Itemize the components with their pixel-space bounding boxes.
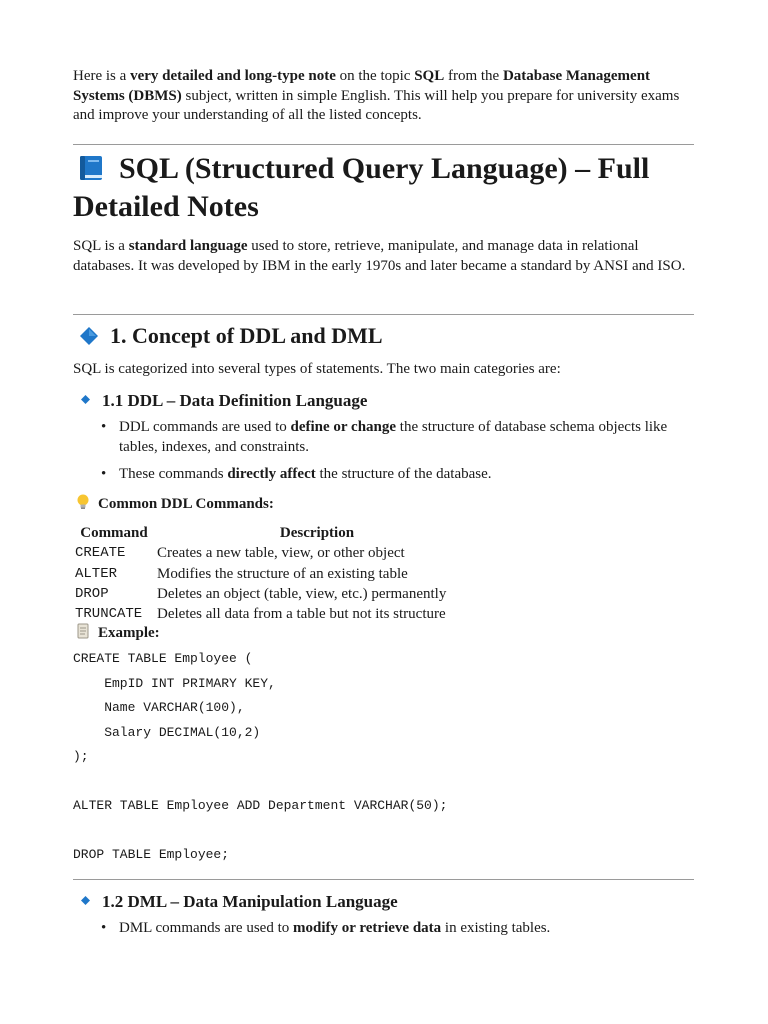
command-cell: CREATE	[75, 545, 126, 562]
list-item-text: in existing tables.	[441, 920, 551, 936]
description-cell: Deletes all data from a table but not its structure	[157, 606, 446, 623]
divider	[73, 144, 694, 145]
intro-text: on the topic	[335, 68, 415, 84]
description-cell: Deletes an object (table, view, etc.) permanently	[157, 585, 447, 602]
column-header-description: Description	[279, 525, 355, 541]
ddl-commands-heading	[73, 494, 274, 514]
list-item-text: DDL commands are used to	[119, 419, 291, 435]
definition-bold: standard language	[128, 238, 248, 254]
list-item-text: DML commands are used to	[119, 920, 293, 936]
intro-bold: Database Management Systems (DBMS)	[73, 68, 651, 104]
intro-text: subject, written in simple English. This will help you prepare for university exams and improve your understanding of all the listed concepts.	[73, 87, 680, 123]
section-heading-text: 1. Concept of DDL and DML	[110, 323, 383, 348]
list-item-bold: define or change	[290, 419, 397, 435]
command-cell: TRUNCATE	[75, 606, 143, 623]
section-intro: SQL is categorized into several types of statements. The two main categories are:	[73, 361, 561, 377]
ddl-heading-text: 1.1 DDL – Data Definition Language	[102, 391, 368, 410]
example-heading	[73, 623, 160, 643]
divider	[73, 879, 694, 880]
table-header-row	[73, 523, 479, 543]
table-row	[73, 604, 479, 624]
scroll-icon	[76, 623, 90, 639]
example-heading-text: Example:	[98, 625, 160, 641]
section-heading	[73, 322, 383, 350]
dml-heading-text: 1.2 DML – Data Manipulation Language	[102, 892, 398, 911]
intro-bold: SQL	[414, 68, 445, 84]
dml-bullet-list	[73, 919, 695, 939]
ddl-bullet-list	[73, 418, 695, 485]
dml-heading	[73, 889, 398, 913]
blue-book-icon	[79, 153, 103, 179]
definition-text: used to store, retrieve, manipulate, and manage data in relational databases. It was developed by IBM in the early 1970s and later became a standard by ANSI and ISO.	[73, 238, 686, 274]
list-item-bold: directly affect	[227, 466, 316, 482]
light-bulb-icon	[76, 494, 90, 510]
code-block: CREATE TABLE Employee ( EmpID INT PRIMARY KEY, Name VARCHAR(100), Salary DECIMAL(10,2) ); ALTER TABLE Employee ADD Department VARCHAR(50); DROP TABLE Employee;	[73, 651, 448, 862]
column-header-command: Command	[80, 525, 148, 541]
intro-bold: very detailed and long-type note	[130, 68, 336, 84]
list-item	[73, 919, 695, 939]
table-row	[73, 563, 479, 583]
page-title	[73, 150, 695, 226]
small-blue-diamond-icon	[81, 388, 90, 397]
definition-paragraph	[73, 237, 695, 276]
description-cell: Creates a new table, view, or other object	[157, 545, 405, 562]
blue-diamond-icon	[80, 324, 98, 342]
list-item-text: the structure of database schema objects like tables, indexes, and constraints.	[119, 419, 668, 455]
command-cell: ALTER	[75, 565, 118, 582]
intro-paragraph	[73, 67, 695, 126]
page-title-text: SQL (Structured Query Language) – Full Detailed Notes	[73, 152, 650, 223]
list-item	[73, 465, 695, 485]
ddl-commands-heading-text: Common DDL Commands:	[98, 496, 274, 512]
list-item-text: the structure of the database.	[315, 466, 492, 482]
description-cell: Modifies the structure of an existing table	[157, 565, 408, 582]
divider	[73, 314, 694, 315]
intro-text: Here is a	[73, 68, 131, 84]
table-row	[73, 543, 479, 563]
list-item-text: These commands	[119, 466, 228, 482]
ddl-commands-table	[73, 523, 479, 625]
list-item-bold: modify or retrieve data	[293, 920, 442, 936]
command-cell: DROP	[75, 585, 109, 602]
table-row	[73, 584, 479, 604]
list-item	[73, 418, 695, 457]
small-blue-diamond-icon	[81, 889, 90, 898]
ddl-heading	[73, 388, 367, 412]
intro-text: from the	[444, 68, 503, 84]
definition-text: SQL is a	[73, 238, 129, 254]
